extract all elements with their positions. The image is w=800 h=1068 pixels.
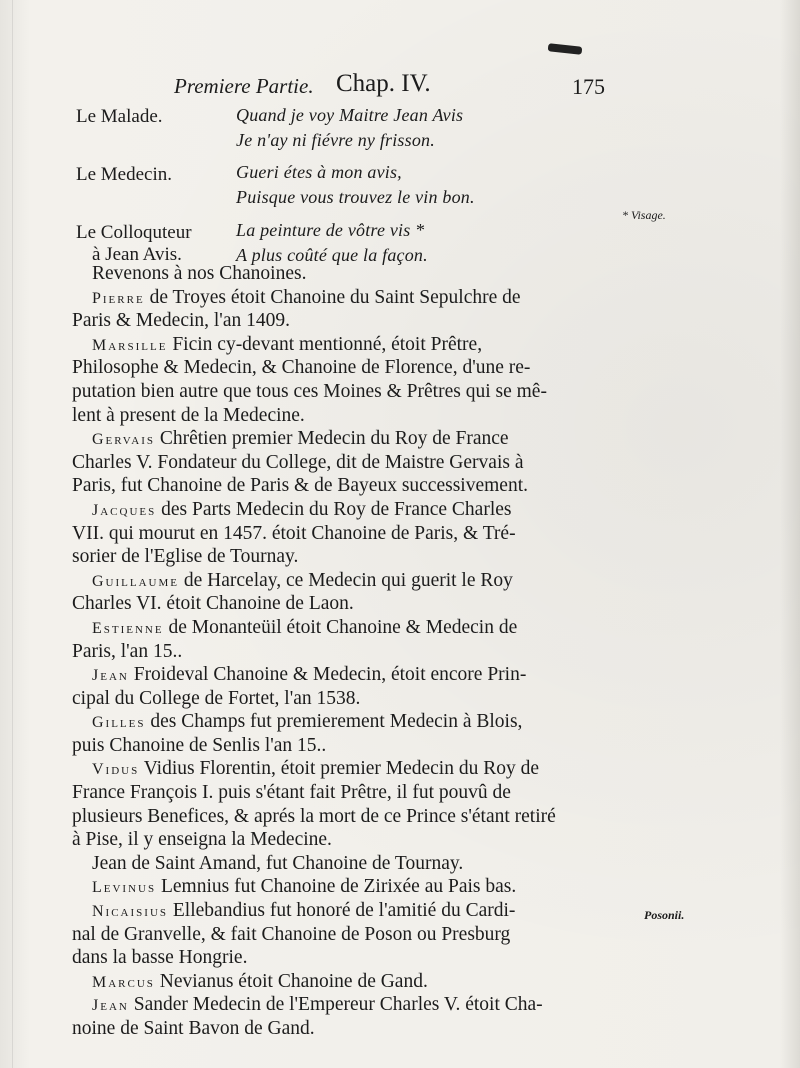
line-text: Chrêtien premier Medecin du Roy de France: [154, 428, 509, 450]
paragraph-line: [72, 875, 628, 899]
paragraph-line: putation bien autre que tous ces Moines & Prêtres qui se mê-: [72, 380, 547, 402]
name-smallcaps: Marcus: [92, 973, 155, 991]
name-smallcaps: Guillaume: [92, 572, 179, 590]
name-smallcaps: Marsille: [92, 336, 168, 354]
speaker-medecin: Le Medecin.: [76, 164, 173, 185]
name-smallcaps: Jean: [92, 997, 129, 1015]
paragraph-line: lent à present de la Medecine.: [72, 404, 305, 426]
name-smallcaps: Levinus: [92, 879, 157, 897]
paragraph-line: France François I. puis s'étant fait Prêtre, il fut pouvû de: [72, 782, 511, 804]
verse-malade-2: Je n'ay ni fiévre ny frisson.: [236, 130, 435, 150]
paragraph-line: à Pise, il y enseigna la Medecine.: [72, 829, 332, 851]
line-text: Sander Medecin de l'Empereur Charles V. étoit Cha-: [128, 994, 543, 1016]
paragraph-line: [72, 427, 628, 451]
paragraph-line: [72, 616, 628, 640]
paragraph-line: Jean de Saint Amand, fut Chanoine de Tournay.: [92, 852, 464, 874]
paragraph-line: [72, 710, 628, 734]
paragraph-line: [72, 993, 628, 1017]
speaker-colloquteur-sub: à Jean Avis.: [92, 244, 182, 265]
paragraph-line: nal de Granvelle, & fait Chanoine de Poson ou Presburg: [72, 923, 511, 945]
paragraph-line: [72, 333, 628, 357]
line-text: Lemnius fut Chanoine de Zirixée au Pais bas.: [156, 876, 517, 898]
verse-colloquteur-2: A plus coûté que la façon.: [236, 245, 428, 265]
line-text: Vidius Florentin, étoit premier Medecin du Roy de: [139, 758, 540, 780]
paragraph-line: [72, 498, 628, 522]
paragraph-line: Paris, fut Chanoine de Paris & de Bayeux successivement.: [72, 475, 528, 497]
speaker-colloquteur: Le Colloquteur: [76, 222, 192, 243]
paragraph-line: [72, 899, 628, 923]
name-smallcaps: Nicaisius: [92, 903, 169, 921]
name-smallcaps: Gervais: [92, 431, 155, 449]
line-text: de Troyes étoit Chanoine du Saint Sepulchre de: [144, 286, 521, 308]
name-smallcaps: Jacques: [92, 501, 157, 519]
paragraph-line: sorier de l'Eglise de Tournay.: [72, 546, 299, 568]
paragraph-line: VII. qui mourut en 1457. étoit Chanoine de Paris, & Tré-: [72, 522, 516, 544]
line-text: de Harcelay, ce Medecin qui guerit le Roy: [179, 569, 513, 591]
name-smallcaps: Gilles: [92, 714, 146, 732]
line-text: Ellebandius fut honoré de l'amitié du Cardi-: [168, 900, 516, 922]
line-text: des Champs fut premierement Medecin à Blois,: [145, 711, 523, 733]
name-smallcaps: Estienne: [92, 619, 164, 637]
paragraph-line: [72, 663, 628, 687]
margin-note-visage: * Visage.: [622, 208, 666, 222]
line-text: Nevianus étoit Chanoine de Gand.: [154, 970, 428, 992]
paragraph-line: Paris & Medecin, l'an 1409.: [72, 310, 290, 332]
paragraph-line: Revenons à nos Chanoines.: [92, 263, 307, 284]
verse-medecin-1: Gueri étes à mon avis,: [236, 162, 402, 182]
paragraph-line: [72, 286, 628, 310]
paragraph-line: Charles V. Fondateur du College, dit de Maistre Gervais à: [72, 451, 524, 473]
speaker-malade: Le Malade.: [76, 106, 163, 127]
paragraph-line: cipal du College de Fortet, l'an 1538.: [72, 687, 361, 709]
header-chapter: Chap. IV.: [336, 70, 431, 97]
page-number: 175: [572, 74, 605, 99]
paragraph-line: [72, 569, 628, 593]
line-text: de Monanteüil étoit Chanoine & Medecin de: [163, 616, 518, 638]
header-part: Premiere Partie.: [174, 74, 314, 98]
paragraph-line: [72, 970, 628, 994]
name-smallcaps: Vidus: [92, 761, 140, 779]
verse-malade-1: Quand je voy Maitre Jean Avis: [236, 105, 464, 125]
line-text: Froideval Chanoine & Medecin, étoit encore Prin-: [128, 664, 527, 686]
paragraph-line: plusieurs Benefices, & aprés la mort de ce Prince s'étant retiré: [72, 805, 556, 827]
paragraph-line: Philosophe & Medecin, & Chanoine de Florence, d'une re-: [72, 357, 531, 379]
paragraph-line: [72, 757, 628, 781]
body-text: [72, 262, 628, 1041]
verse-dialogue: [0, 0, 800, 270]
paragraph-line: Charles VI. étoit Chanoine de Laon.: [72, 593, 354, 615]
verse-colloquteur-1: La peinture de vôtre vis *: [236, 220, 425, 240]
paragraph-line: puis Chanoine de Senlis l'an 15..: [72, 734, 327, 756]
paragraph-line: noine de Saint Bavon de Gand.: [72, 1018, 315, 1039]
verse-medecin-2: Puisque vous trouvez le vin bon.: [236, 187, 475, 207]
paragraph-line: Paris, l'an 15..: [72, 640, 183, 662]
paragraph-line: dans la basse Hongrie.: [72, 947, 248, 969]
line-text: Ficin cy-devant mentionné, étoit Prêtre,: [167, 333, 483, 355]
name-smallcaps: Pierre: [92, 289, 145, 307]
margin-note-posonii: Posonii.: [644, 908, 685, 922]
name-smallcaps: Jean: [92, 667, 129, 685]
line-text: des Parts Medecin du Roy de France Charles: [156, 498, 512, 520]
